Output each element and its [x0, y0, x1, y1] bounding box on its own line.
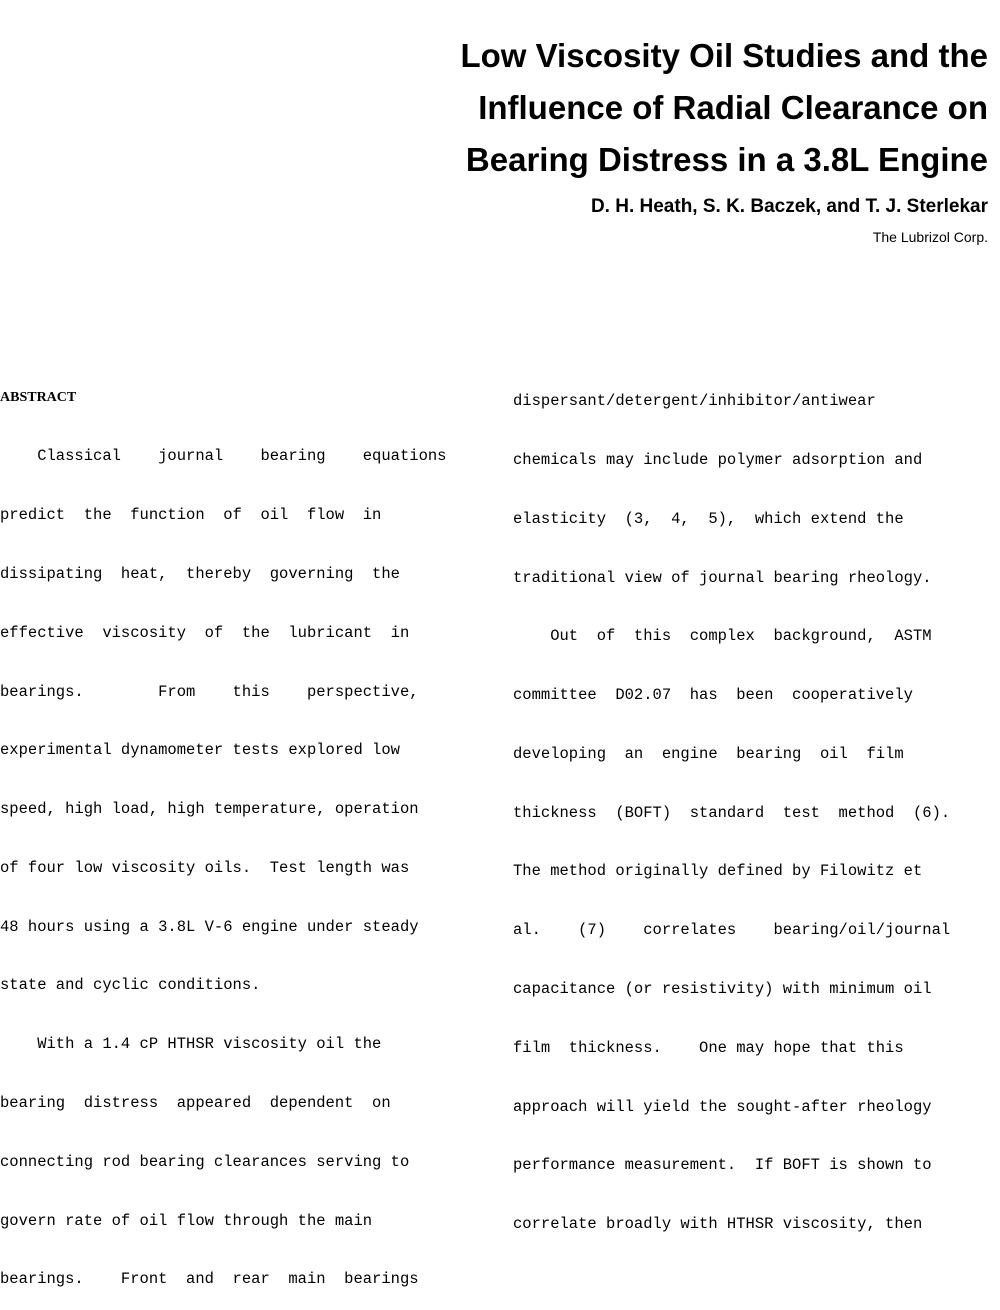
- right-text-line: dispersant/detergent/inhibitor/antiwear: [513, 392, 876, 411]
- left-text-line: state and cyclic conditions.: [0, 976, 261, 995]
- right-text-line: al. (7) correlates bearing/oil/journal: [513, 921, 951, 940]
- right-text-line: thickness (BOFT) standard test method (6).: [513, 803, 951, 822]
- left-text-line: predict the function of oil flow in: [0, 506, 382, 525]
- right-text-line: capacitance (or resistivity) with minimum oil: [513, 980, 932, 998]
- left-text-line: bearing distress appeared dependent on: [0, 1093, 391, 1112]
- left-text-line: Classical journal bearing equations: [0, 447, 447, 466]
- left-text-line: of four low viscosity oils. Test length was: [0, 858, 410, 877]
- right-text-line: elasticity (3, 4, 5), which extend the: [513, 509, 904, 528]
- left-text-line: 48 hours using a 3.8L V-6 engine under steady: [0, 917, 419, 936]
- right-column: [513, 353, 993, 1234]
- left-text-line: speed, high load, high temperature, operation: [0, 800, 419, 819]
- left-column: [0, 350, 450, 1289]
- right-text-line: The method originally defined by Filowitz et: [513, 862, 923, 881]
- paper-title-line-3: Bearing Distress in a 3.8L Engine: [465, 141, 988, 178]
- right-text-line: correlate broadly with HTHSR viscosity, then: [513, 1215, 923, 1234]
- right-text-line: Out of this complex background, ASTM: [513, 627, 932, 646]
- left-text-line: bearings. From this perspective,: [0, 682, 419, 701]
- left-text-line: effective viscosity of the lubricant in: [0, 623, 410, 642]
- left-text-line: experimental dynamometer tests explored low: [0, 741, 400, 760]
- left-text-line: With a 1.4 cP HTHSR viscosity oil the: [0, 1035, 382, 1054]
- paper-title-line-1: Low Viscosity Oil Studies and the: [460, 37, 988, 74]
- abstract-heading: ABSTRACT: [0, 390, 77, 406]
- left-text-line: govern rate of oil flow through the main: [0, 1211, 373, 1230]
- left-text-line: dissipating heat, thereby governing the: [0, 564, 400, 583]
- right-text-line: film thickness. One may hope that this: [513, 1038, 904, 1057]
- right-text-line: committee D02.07 has been cooperatively: [513, 686, 913, 705]
- right-text-line: chemicals may include polymer adsorption and: [513, 450, 923, 469]
- left-text-line: bearings. Front and rear main bearings: [0, 1270, 419, 1289]
- right-text-line: traditional view of journal bearing rheology.: [513, 568, 932, 587]
- right-text-line: developing an engine bearing oil film: [513, 744, 904, 763]
- left-text-line: connecting rod bearing clearances serving to: [0, 1152, 410, 1171]
- title-block: [368, 30, 988, 246]
- affiliation: The Lubrizol Corp.: [872, 229, 988, 245]
- paper-title-line-2: Influence of Radial Clearance on: [478, 89, 988, 126]
- author-list: D. H. Heath, S. K. Baczek, and T. J. Sterlekar: [590, 196, 988, 217]
- right-text-line: approach will yield the sought-after rheology: [513, 1097, 932, 1116]
- right-text-line: performance measurement. If BOFT is shown to: [513, 1156, 932, 1175]
